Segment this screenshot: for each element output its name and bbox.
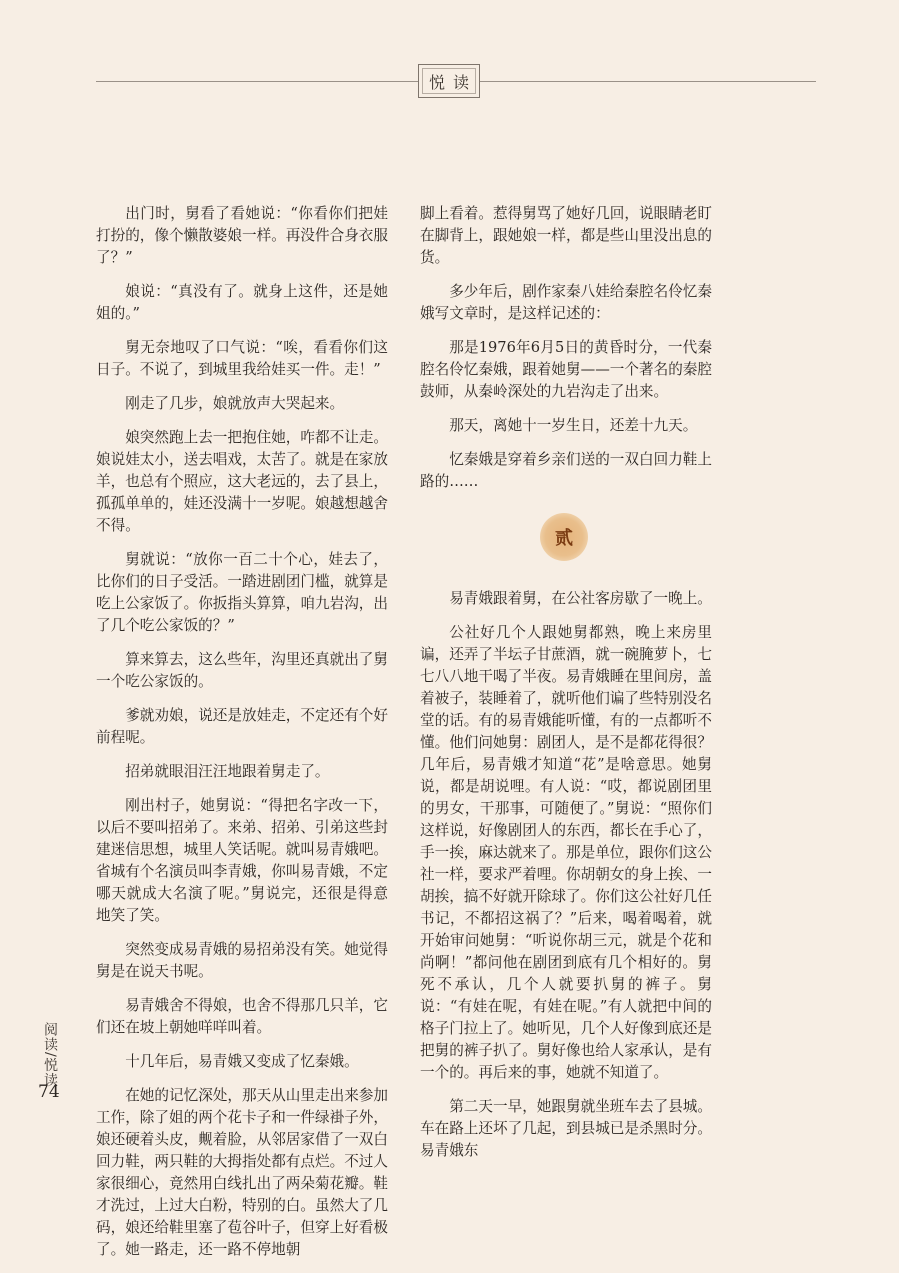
column-header-badge bbox=[418, 64, 480, 98]
paragraph: 易青娥舍不得娘，也舍不得那几只羊，它们还在坡上朝她咩咩叫着。 bbox=[96, 997, 388, 1036]
paragraph: 舅无奈地叹了口气说：“唉，看看你们这日子。不说了，到城里我给娃买一件。走！” bbox=[96, 339, 388, 378]
paragraph: 突然变成易青娥的易招弟没有笑。她觉得舅是在说天书呢。 bbox=[96, 941, 388, 980]
paragraph: 算来算去，这么些年，沟里还真就出了舅一个吃公家饭的。 bbox=[96, 651, 388, 690]
paragraph: 十几年后，易青娥又变成了忆秦娥。 bbox=[125, 1053, 359, 1070]
section-number: 贰 bbox=[555, 528, 573, 549]
page-number: 74 bbox=[38, 1082, 60, 1102]
paragraph: 出门时，舅看了看她说：“你看你们把娃打扮的，像个懒散婆娘一样。再没件合身衣服了？” bbox=[96, 205, 388, 266]
quoted-paragraph: 那是1976年6月5日的黄昏时分，一代秦腔名伶忆秦娥，跟着她舅——一个著名的秦腔鼓师，从秦岭深处的九岩沟走了出来。 bbox=[420, 339, 712, 400]
paragraph: 多少年后，剧作家秦八娃给秦腔名伶忆秦娥写文章时，是这样记述的： bbox=[420, 283, 712, 322]
paragraph: 招弟就眼泪汪汪地跟着舅走了。 bbox=[125, 763, 330, 780]
paragraph: 易青娥跟着舅，在公社客房歇了一晚上。 bbox=[449, 590, 712, 607]
paragraph: 在她的记忆深处，那天从山里走出来参加工作，除了姐的两个花卡子和一件绿褂子外，娘还硬着头皮，觍着脸，从邻居家借了一双白回力鞋，两只鞋的大拇指处都有点烂。不过人家很细心，竟然用白线扎出了两朵菊花瓣。鞋才洗过，上过大白粉，特别的白。虽然大了几码，娘还给鞋里塞了苞谷叶子，但穿上好看极了。她一路走，还一路不停地朝 bbox=[96, 1087, 388, 1258]
right-column-bottom bbox=[420, 588, 712, 1174]
paragraph: 爹就劝娘，说还是放娃走，不定还有个好前程呢。 bbox=[96, 707, 388, 746]
paragraph: 第二天一早，她跟舅就坐班车去了县城。车在路上还坏了几起，到县城已是杀黑时分。易青娥东 bbox=[420, 1098, 712, 1159]
section-number-badge bbox=[540, 513, 588, 561]
paragraph: 脚上看着。惹得舅骂了她好几回，说眼睛老盯在脚背上，跟她娘一样，都是些山里没出息的货。 bbox=[420, 205, 712, 266]
paragraph: 娘突然跑上去一把抱住她，咋都不让走。娘说娃太小，送去唱戏，太苦了。就是在家放羊，也总有个照应，这大老远的，去了县上，孤孤单单的，娃还没满十一岁呢。娘越想越舍不得。 bbox=[96, 429, 388, 534]
footer-section-label: 阅读/悦读 bbox=[42, 1022, 58, 1088]
paragraph: 刚出村子，她舅说：“得把名字改一下，以后不要叫招弟了。来弟、招弟、引弟这些封建迷信思想，城里人笑话呢。就叫易青娥吧。省城有个名演员叫李青娥，你叫易青娥，不定哪天就成大名演了呢。”舅说完，还很是得意地笑了笑。 bbox=[96, 797, 388, 924]
column-title: 悦读 bbox=[428, 72, 477, 92]
paragraph: 娘说：“真没有了。就身上这件，还是她姐的。” bbox=[96, 283, 388, 322]
left-column bbox=[96, 203, 388, 1273]
quoted-paragraph: 忆秦娥是穿着乡亲们送的一双白回力鞋上路的…… bbox=[420, 451, 712, 490]
paragraph: 公社好几个人跟她舅都熟，晚上来房里谝，还弄了半坛子甘蔗酒，就一碗腌萝卜，七七八八地干喝了半夜。易青娥睡在里间房，盖着被子，装睡着了，就听他们谝了些特别没名堂的话。有的易青娥能听懂，有的一点都听不懂。他们问她舅：剧团人，是不是都花得很？几年后，易青娥才知道“花”是啥意思。她舅说，都是胡说哩。有人说：“哎，都说剧团里的男女，干那事，可随便了。”舅说：“照你们这样说，好像剧团人的东西，都长在手心了，手一挨，麻达就来了。那是单位，跟你们这公社一样，要求严着哩。你胡朝女的身上挨、一胡挨，搞不好就开除球了。你们这公社好几任书记，不都招这祸了？”后来，喝着喝着，就开始审问她舅：“听说你胡三元，就是个花和尚啊！”都问他在剧团到底有几个相好的。舅死不承认，几个人就要扒舅的裤子。舅说：“有娃在呢，有娃在呢。”有人就把中间的格子门拉上了。她听见，几个人好像到底还是把舅的裤子扒了。舅好像也给人家承认，是有一个的。再后来的事，她就不知道了。 bbox=[420, 624, 712, 1081]
quoted-paragraph: 那天，离她十一岁生日，还差十九天。 bbox=[449, 417, 698, 434]
right-column-top bbox=[420, 203, 712, 505]
paragraph: 刚走了几步，娘就放声大哭起来。 bbox=[125, 395, 345, 412]
paragraph: 舅就说：“放你一百二十个心，娃去了，比你们的日子受活。一踏进剧团门槛，就算是吃上公家饭了。你扳指头算算，咱九岩沟，出了几个吃公家饭的？” bbox=[96, 551, 388, 634]
